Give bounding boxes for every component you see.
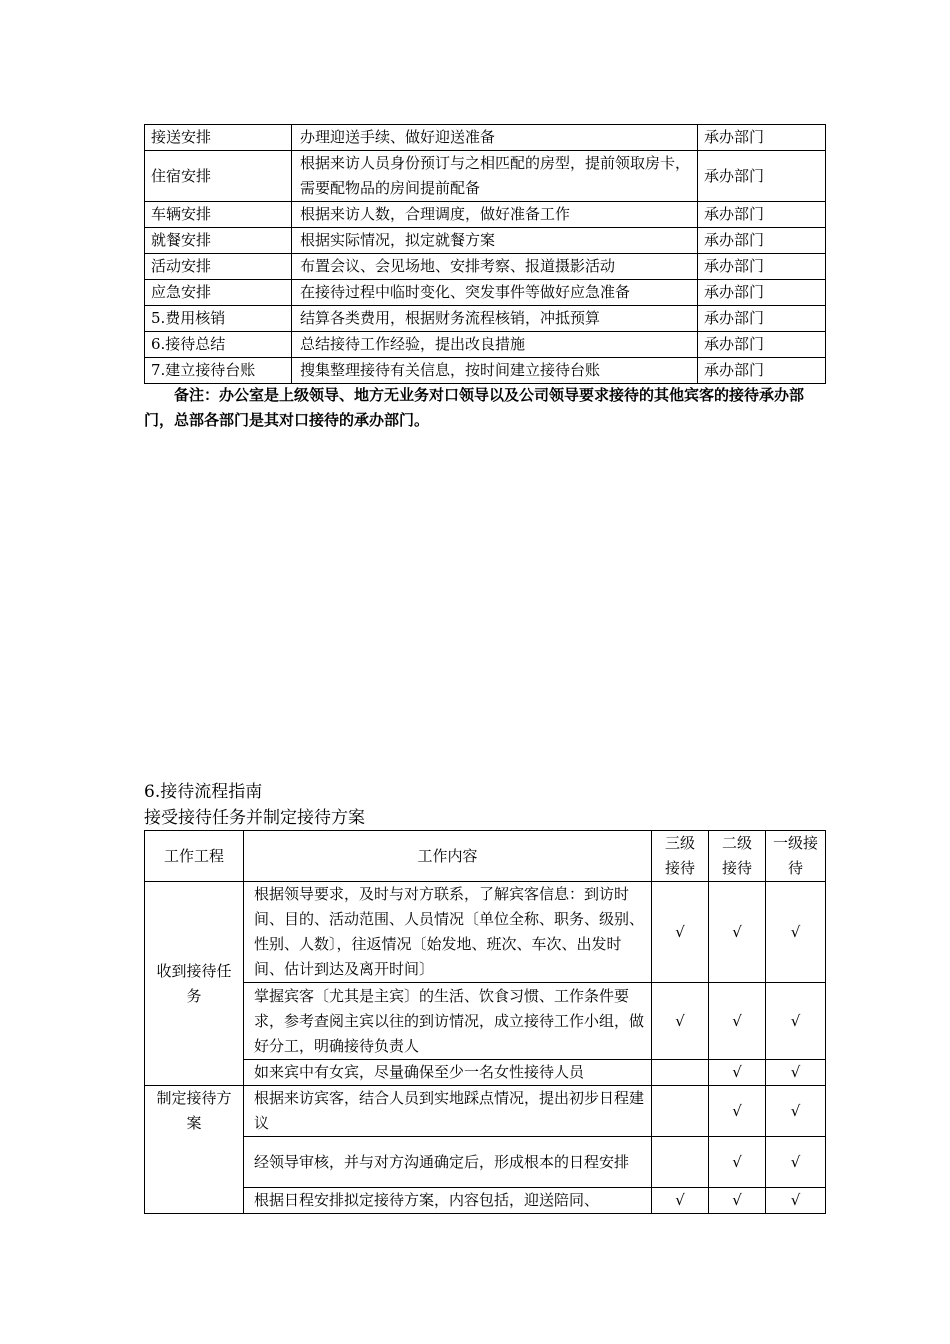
section-subtitle: 接受接待任务并制定接待方案	[144, 808, 365, 828]
table-row	[145, 254, 826, 280]
table-row	[145, 882, 826, 983]
content-cell: 掌握宾客〔尤其是主宾〕的生活、饮食习惯、工作条件要求，参考查阅主宾以往的到访情况，成立接待工作小组，做好分工，明确接待负责人	[244, 983, 652, 1060]
level2-check: √	[709, 983, 766, 1060]
dept-cell: 承办部门	[698, 125, 826, 151]
item-cell: 6.接待总结	[145, 332, 292, 358]
header-content: 工作内容	[244, 831, 652, 882]
dept-cell: 承办部门	[698, 228, 826, 254]
table-row	[145, 1060, 826, 1086]
item-cell: 就餐安排	[145, 228, 292, 254]
level2-check: √	[709, 1060, 766, 1086]
section-title: 6.接待流程指南	[144, 782, 263, 802]
content-cell: 根据实际情况，拟定就餐方案	[292, 228, 698, 254]
table-row	[145, 332, 826, 358]
level2-check: √	[709, 1137, 766, 1188]
table-row	[145, 125, 826, 151]
arrangement-table	[144, 124, 826, 384]
item-cell: 住宿安排	[145, 151, 292, 202]
table-row	[145, 202, 826, 228]
level3-check: √	[652, 1188, 709, 1214]
item-cell: 应急安排	[145, 280, 292, 306]
level2-check: √	[709, 1086, 766, 1137]
level3-check	[652, 1086, 709, 1137]
table-row	[145, 306, 826, 332]
header-level1: 一级接待	[766, 831, 826, 882]
remark-note: 备注：办公室是上级领导、地方无业务对口领导以及公司领导要求接待的其他宾客的接待承办部门，总部各部门是其对口接待的承办部门。	[144, 386, 805, 429]
item-cell: 车辆安排	[145, 202, 292, 228]
level1-check: √	[766, 882, 826, 983]
table-row	[145, 1137, 826, 1188]
process-cell: 收到接待任务	[145, 882, 244, 1086]
level1-check: √	[766, 983, 826, 1060]
item-cell: 5.费用核销	[145, 306, 292, 332]
level2-check: √	[709, 882, 766, 983]
level3-check	[652, 1060, 709, 1086]
dept-cell: 承办部门	[698, 332, 826, 358]
dept-cell: 承办部门	[698, 151, 826, 202]
table-row	[145, 1086, 826, 1137]
header-process: 工作工程	[145, 831, 244, 882]
table-row	[145, 280, 826, 306]
level1-check: √	[766, 1188, 826, 1214]
level3-check	[652, 1137, 709, 1188]
level1-check: √	[766, 1060, 826, 1086]
content-cell: 根据来访人数，合理调度，做好准备工作	[292, 202, 698, 228]
table-row	[145, 358, 826, 384]
content-cell: 根据来访宾客，结合人员到实地踩点情况，提出初步日程建议	[244, 1086, 652, 1137]
content-cell: 如来宾中有女宾，尽量确保至少一名女性接待人员	[244, 1060, 652, 1086]
level3-check: √	[652, 882, 709, 983]
table-row	[145, 151, 826, 202]
table-row	[145, 228, 826, 254]
content-cell: 根据来访人员身份预订与之相匹配的房型，提前领取房卡，需要配物品的房间提前配备	[292, 151, 698, 202]
header-row	[145, 831, 826, 882]
content-cell: 经领导审核，并与对方沟通确定后，形成根本的日程安排	[244, 1137, 652, 1188]
process-table	[144, 830, 826, 1214]
header-level2: 二级接待	[709, 831, 766, 882]
content-cell: 布置会议、会见场地、安排考察、报道摄影活动	[292, 254, 698, 280]
table-row	[145, 1188, 826, 1214]
dept-cell: 承办部门	[698, 254, 826, 280]
level3-check: √	[652, 983, 709, 1060]
table-row	[145, 983, 826, 1060]
content-cell: 结算各类费用，根据财务流程核销，冲抵预算	[292, 306, 698, 332]
level1-check: √	[766, 1086, 826, 1137]
content-cell: 根据领导要求，及时与对方联系，了解宾客信息：到访时间、目的、活动范围、人员情况〔单位全称、职务、级别、性别、人数〕，往返情况〔始发地、班次、车次、出发时间、估计到达及离开时间〕	[244, 882, 652, 983]
dept-cell: 承办部门	[698, 280, 826, 306]
content-cell: 办理迎送手续、做好迎送准备	[292, 125, 698, 151]
level1-check: √	[766, 1137, 826, 1188]
content-cell: 总结接待工作经验，提出改良措施	[292, 332, 698, 358]
dept-cell: 承办部门	[698, 202, 826, 228]
dept-cell: 承办部门	[698, 306, 826, 332]
item-cell: 7.建立接待台账	[145, 358, 292, 384]
content-cell: 根据日程安排拟定接待方案，内容包括，迎送陪同、	[244, 1188, 652, 1214]
level2-check: √	[709, 1188, 766, 1214]
content-cell: 在接待过程中临时变化、突发事件等做好应急准备	[292, 280, 698, 306]
item-cell: 活动安排	[145, 254, 292, 280]
content-cell: 搜集整理接待有关信息，按时间建立接待台账	[292, 358, 698, 384]
header-level3: 三级接待	[652, 831, 709, 882]
item-cell: 接送安排	[145, 125, 292, 151]
dept-cell: 承办部门	[698, 358, 826, 384]
process-cell: 制定接待方案	[145, 1086, 244, 1214]
